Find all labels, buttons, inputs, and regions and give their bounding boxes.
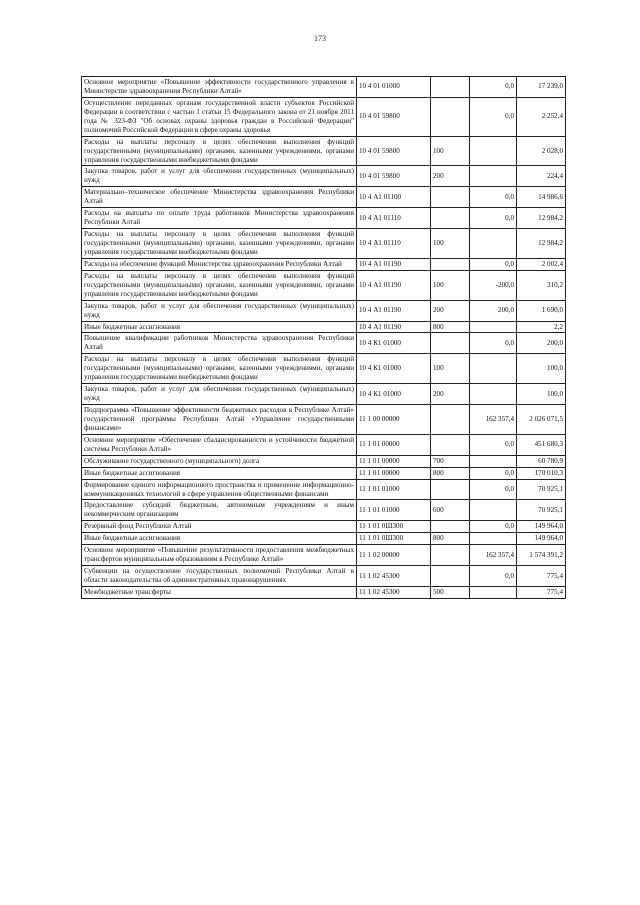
row-name-cell: Основное мероприятие «Обеспечение сбалансированности и устойчивости бюджетной системы Республики Алтай» [82,434,357,455]
row-code-cell: 10 4 А1 01110 [357,229,431,259]
row-total-cell: 310,2 [517,270,566,300]
row-change-cell [470,321,517,333]
row-code-cell: 10 4 А1 01110 [357,208,431,229]
row-total-cell: 60 780,9 [517,455,566,467]
row-total-cell: 1 574 391,2 [517,545,566,566]
row-code-cell: 10 4 01 59800 [357,136,431,166]
row-code-cell: 10 4 А1 01190 [357,270,431,300]
table-row [82,479,566,500]
row-name-cell: Расходы на выплаты персоналу в целях обеспечения выполнения функций государственными (муниципальными) органами, казенными учреждениями, органами управления государственными внебюджетными фондами [82,229,357,259]
row-kind-cell: 800 [431,533,470,545]
row-total-cell: 2 002,4 [517,258,566,270]
row-change-cell [470,533,517,545]
row-total-cell: 12 984,2 [517,229,566,259]
row-name-cell: Расходы на выплаты персоналу в целях обеспечения выполнения функций государственными (муниципальными) органами, казенными учреждениями, органами управления государственными внебюджетными фондами [82,270,357,300]
row-total-cell: 775,4 [517,586,566,598]
row-kind-cell [431,566,470,587]
table-row [82,333,566,354]
table-row [82,166,566,187]
row-name-cell: Иные бюджетные ассигнования [82,321,357,333]
row-total-cell: 170 010,3 [517,467,566,479]
row-code-cell: 10 4 А1 01190 [357,258,431,270]
table-row [82,405,566,435]
row-kind-cell: 800 [431,321,470,333]
row-code-cell: 10 4 К1 01000 [357,384,431,405]
row-kind-cell: 600 [431,500,470,521]
row-total-cell: 2 026 071,5 [517,405,566,435]
row-kind-cell: 100 [431,354,470,384]
page-number: 173 [314,34,326,43]
row-code-cell: 10 4 К1 01000 [357,354,431,384]
row-name-cell: Основное мероприятие «Повышение эффективности государственного управления в Министерстве здравоохранения Республики Алтай» [82,77,357,98]
row-change-cell: -200,0 [470,270,517,300]
row-total-cell: 200,0 [517,333,566,354]
table-row [82,77,566,98]
row-kind-cell [431,258,470,270]
row-change-cell: 162 357,4 [470,545,517,566]
row-code-cell: 11 1 01 00000 [357,467,431,479]
row-kind-cell [431,187,470,208]
row-code-cell: 10 4 А1 01190 [357,321,431,333]
row-change-cell: 0,0 [470,479,517,500]
table-row [82,354,566,384]
table-row [82,545,566,566]
table-row [82,187,566,208]
row-code-cell: 11 1 01 00000 [357,434,431,455]
row-kind-cell [431,434,470,455]
row-code-cell: 11 1 01 01000 [357,500,431,521]
row-kind-cell: 200 [431,300,470,321]
row-code-cell: 11 1 02 45300 [357,566,431,587]
table-row [82,455,566,467]
row-name-cell: Иные бюджетные ассигнования [82,467,357,479]
row-change-cell: 0,0 [470,208,517,229]
row-change-cell: 0,0 [470,434,517,455]
row-name-cell: Расходы на выплаты персоналу в целях обеспечения выполнения функций государственными (муниципальными) органами, казенными учреждениями, органами управления государственными внебюджетными фондами [82,354,357,384]
row-code-cell: 11 1 01 0Ш300 [357,533,431,545]
row-kind-cell: 500 [431,586,470,598]
row-name-cell: Субвенции на осуществление государственных полномочий Республики Алтай в области законодательства об административных правонарушениях [82,566,357,587]
row-name-cell: Материально–техническое обеспечение Министерства здравоохранения Республики Алтай [82,187,357,208]
row-name-cell: Иные бюджетные ассигнования [82,533,357,545]
row-change-cell [470,354,517,384]
row-kind-cell: 800 [431,467,470,479]
row-change-cell: 0,0 [470,521,517,533]
row-name-cell: Повышение квалификации работников Министерства здравоохранения Республики Алтай [82,333,357,354]
row-name-cell: Закупка товаров, работ и услуг для обеспечения государственных (муниципальных) нужд [82,300,357,321]
row-code-cell: 11 1 02 00000 [357,545,431,566]
row-name-cell: Подпрограмма «Повышение эффективности бюджетных расходов в Республике Алтай» государственной программы Республики Алтай «Управление государственными финансами» [82,405,357,435]
row-total-cell: 14 986,6 [517,187,566,208]
table-body [82,77,566,599]
row-change-cell: 200,0 [470,300,517,321]
row-code-cell: 10 4 А1 01190 [357,300,431,321]
row-change-cell: 0,0 [470,333,517,354]
row-code-cell: 10 4 01 59800 [357,97,431,136]
row-kind-cell: 200 [431,166,470,187]
row-code-cell: 10 4 К1 01000 [357,333,431,354]
row-change-cell: 0,0 [470,566,517,587]
table-row [82,300,566,321]
row-kind-cell [431,97,470,136]
row-change-cell: 0,0 [470,77,517,98]
row-code-cell: 10 4 01 59800 [357,166,431,187]
row-kind-cell [431,208,470,229]
row-code-cell: 11 1 01 0Ш300 [357,521,431,533]
row-total-cell: 224,4 [517,166,566,187]
row-kind-cell [431,405,470,435]
row-change-cell: 0,0 [470,258,517,270]
table-row [82,467,566,479]
table-row [82,97,566,136]
row-total-cell: 70 925,1 [517,500,566,521]
row-total-cell: 451 680,3 [517,434,566,455]
row-code-cell: 10 4 А1 01100 [357,187,431,208]
row-name-cell: Осуществление переданных органам государственной власти субъектов Российской Федерации в соответствии с частью 1 статьи 15 Федерального закона от 21 ноября 2011 года № 323-ФЗ "Об основах охраны здоровья граждан в Российской Федерации" полномочий Российской Федерации в сфере охраны здоровья [82,97,357,136]
row-name-cell: Расходы на выплаты персоналу в целях обеспечения выполнения функций государственными (муниципальными) органами, казенными учреждениями, органами управления государственными внебюджетными фондами [82,136,357,166]
table-row [82,566,566,587]
row-kind-cell: 700 [431,455,470,467]
row-total-cell: 70 925,1 [517,479,566,500]
table-row [82,384,566,405]
row-kind-cell [431,479,470,500]
row-total-cell: 100,0 [517,354,566,384]
table-row [82,434,566,455]
row-change-cell: 162 357,4 [470,405,517,435]
row-total-cell: 149 964,0 [517,521,566,533]
table-row [82,321,566,333]
row-kind-cell: 100 [431,229,470,259]
row-total-cell: 2 252,4 [517,97,566,136]
row-change-cell: 0,0 [470,187,517,208]
row-change-cell [470,500,517,521]
row-total-cell: 775,4 [517,566,566,587]
row-name-cell: Предоставление субсидий бюджетным, автономным учреждениям и иным некоммерческим организациям [82,500,357,521]
row-name-cell: Расходы на выплаты по оплате труда работников Министерства здравоохранения Республики Алтай [82,208,357,229]
row-change-cell [470,384,517,405]
row-code-cell: 11 1 00 00000 [357,405,431,435]
row-name-cell: Расходы на обеспечение функций Министерства здравоохранения Республики Алтай [82,258,357,270]
budget-allocation-table [81,76,566,599]
row-kind-cell [431,77,470,98]
row-change-cell [470,136,517,166]
table-row [82,258,566,270]
table-row [82,500,566,521]
row-total-cell: 2,2 [517,321,566,333]
row-name-cell: Закупка товаров, работ и услуг для обеспечения государственных (муниципальных) нужд [82,384,357,405]
row-kind-cell [431,521,470,533]
row-name-cell: Формирование единого информационного пространства и применение информационно-коммуникационных технологий в сфере управления общественными финансами [82,479,357,500]
row-change-cell [470,586,517,598]
row-change-cell [470,455,517,467]
row-total-cell: 100,0 [517,384,566,405]
table-row [82,533,566,545]
table-row [82,208,566,229]
table-row [82,521,566,533]
row-total-cell: 17 239,0 [517,77,566,98]
row-code-cell: 11 1 01 01000 [357,479,431,500]
table-row [82,136,566,166]
row-kind-cell: 100 [431,270,470,300]
row-code-cell: 11 1 02 45300 [357,586,431,598]
row-total-cell: 1 690,0 [517,300,566,321]
row-name-cell: Межбюджетные трансферты [82,586,357,598]
row-total-cell: 149 964,0 [517,533,566,545]
row-name-cell: Обслуживание государственного (муниципального) долга [82,455,357,467]
table-row [82,270,566,300]
table-row [82,586,566,598]
row-code-cell: 11 1 01 00000 [357,455,431,467]
row-code-cell: 10 4 01 01000 [357,77,431,98]
row-total-cell: 2 028,0 [517,136,566,166]
table-row [82,229,566,259]
row-kind-cell: 200 [431,384,470,405]
row-change-cell [470,166,517,187]
row-name-cell: Резервный фонд Республики Алтай [82,521,357,533]
row-change-cell: 0,0 [470,467,517,479]
row-name-cell: Основное мероприятие «Повышение результативности предоставления межбюджетных трансфертов муниципальным образованиям в Республике Алтай» [82,545,357,566]
row-kind-cell: 100 [431,136,470,166]
row-change-cell [470,229,517,259]
row-change-cell: 0,0 [470,97,517,136]
row-kind-cell [431,545,470,566]
row-total-cell: 12 984,2 [517,208,566,229]
row-name-cell: Закупка товаров, работ и услуг для обеспечения государственных (муниципальных) нужд [82,166,357,187]
row-kind-cell [431,333,470,354]
